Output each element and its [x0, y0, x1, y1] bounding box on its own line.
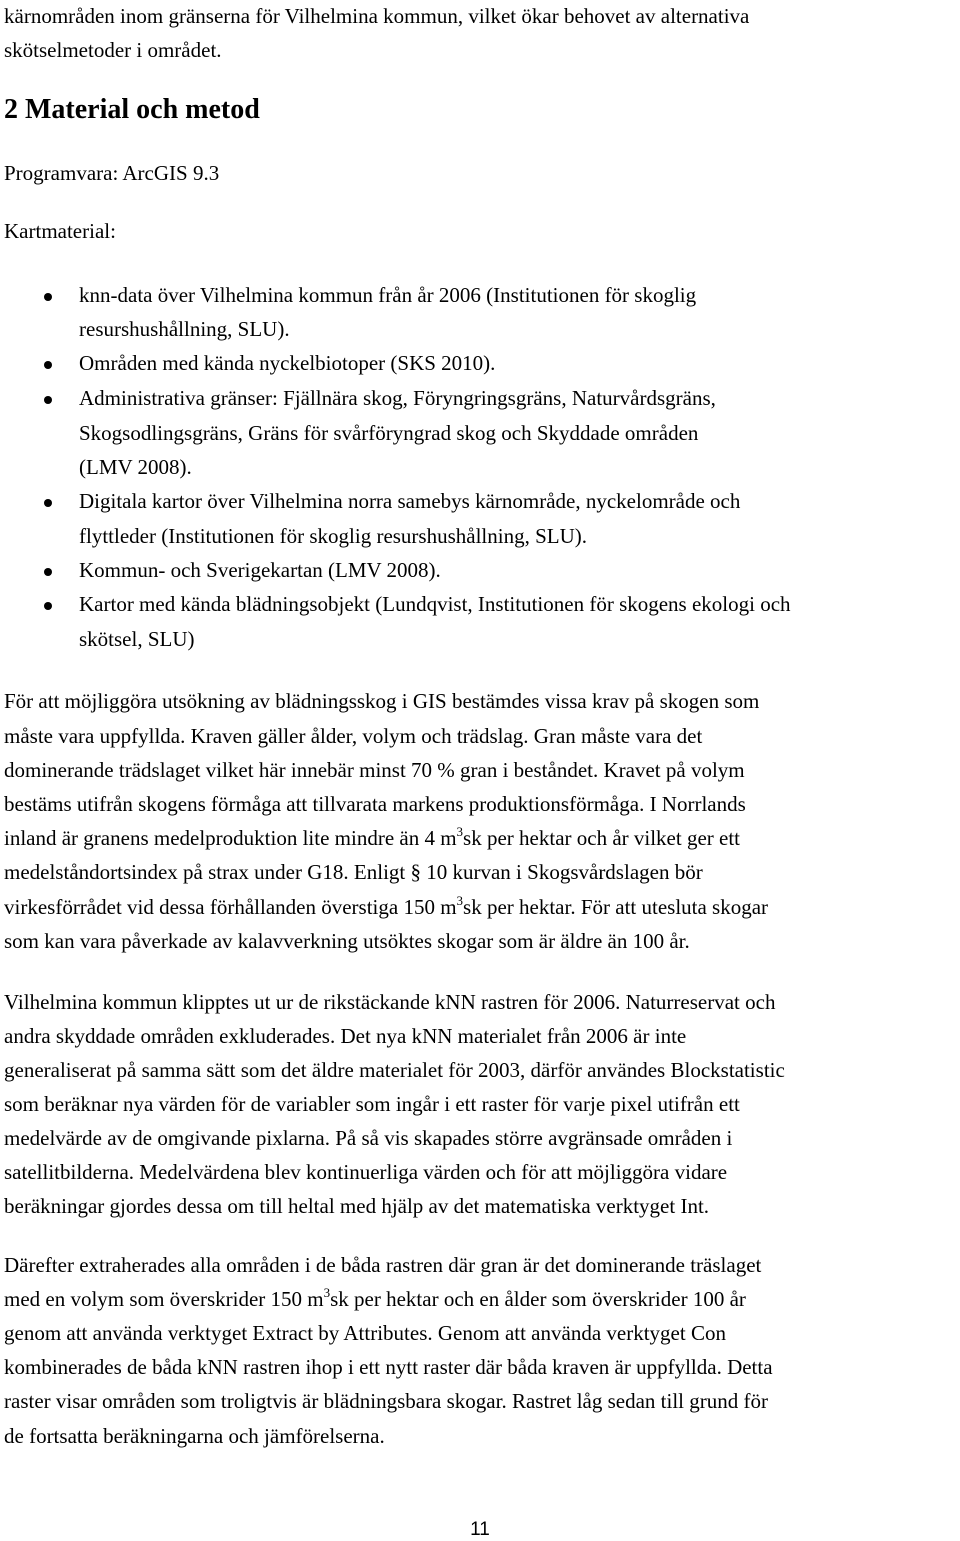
bullet-dot	[44, 293, 52, 301]
paragraph-line: genom att använda verktyget Extract by Attributes. Genom att använda verktyget Con	[4, 1321, 726, 1345]
text-run: inland är granens medelproduktion lite mindre än 4 m	[4, 826, 457, 850]
superscript: 3	[456, 893, 464, 908]
paragraph-line: som beräknar nya värden för de variabler som ingår i ett raster för varje pixel utifrån ett	[4, 1092, 740, 1116]
bullet-dot	[44, 361, 52, 369]
paragraph-line: Därefter extraherades alla områden i de båda rastren där gran är det dominerande träslaget	[4, 1253, 762, 1277]
paragraph-line: som kan vara påverkade av kalavverkning utsöktes skogar som är äldre än 100 år.	[4, 929, 690, 953]
paragraph-line	[4, 824, 741, 850]
intro-line-2: skötselmetoder i området.	[4, 38, 222, 62]
section-heading: 2 Material och metod	[4, 94, 260, 125]
list-item-4-line-1: Digitala kartor över Vilhelmina norra samebys kärnområde, nyckelområde och	[79, 489, 741, 513]
bullet-dot	[44, 602, 52, 610]
text-run: virkesförrådet vid dessa förhållanden överstiga 150 m	[4, 895, 457, 919]
text-run: med en volym som överskrider 150 m	[4, 1287, 324, 1311]
paragraph-line: raster visar områden som troligtvis är blädningsbara skogar. Rastret låg sedan till grund för	[4, 1389, 768, 1413]
bullet-dot	[44, 499, 52, 507]
list-item-5-line-1: Kommun- och Sverigekartan (LMV 2008).	[79, 558, 441, 582]
list-item-6-line-2: skötsel, SLU)	[79, 627, 195, 651]
paragraph-line: andra skyddade områden exkluderades. Det nya kNN materialet från 2006 är inte	[4, 1024, 687, 1048]
bullet-dot	[44, 396, 52, 404]
list-item-2-line-1: Områden med kända nyckelbiotoper (SKS 2010).	[79, 351, 496, 375]
paragraph-line: Vilhelmina kommun klipptes ut ur de rikstäckande kNN rastren för 2006. Naturreservat och	[4, 990, 776, 1014]
list-item-4-line-2: flyttleder (Institutionen för skoglig resurshushållning, SLU).	[79, 524, 588, 548]
intro-line-1: kärnområden inom gränserna för Vilhelmina kommun, vilket ökar behovet av alternativa	[4, 4, 750, 28]
paragraph-line: beräkningar gjordes dessa om till heltal med hjälp av det matematiska verktyget Int.	[4, 1194, 710, 1218]
list-item-6-line-1: Kartor med kända blädningsobjekt (Lundqvist, Institutionen för skogens ekologi och	[79, 592, 791, 616]
software-line: Programvara: ArcGIS 9.3	[4, 161, 220, 185]
paragraph-line: satellitbilderna. Medelvärdena blev kontinuerliga värden och för att möjliggöra vidare	[4, 1160, 728, 1184]
paragraph-line	[4, 893, 769, 919]
list-item-3-line-3: (LMV 2008).	[79, 455, 192, 479]
paragraph-line: kombinerades de båda kNN rastren ihop i ett nytt raster där båda kraven är uppfyllda. Detta	[4, 1355, 773, 1379]
paragraph-line: bestäms utifrån skogens förmåga att tillvarata markens produktionsförmåga. I Norrlands	[4, 792, 746, 816]
list-item-1-line-1: knn-data över Vilhelmina kommun från år 2006 (Institutionen för skoglig	[79, 283, 697, 307]
superscript: 3	[456, 824, 464, 839]
bullet-dot	[44, 568, 52, 576]
superscript: 3	[323, 1285, 331, 1300]
list-item-3-line-1: Administrativa gränser: Fjällnära skog, Föryngringsgräns, Naturvårdsgräns,	[79, 386, 716, 410]
page-number: 11	[470, 1519, 490, 1540]
paragraph-line: medelvärde av de omgivande pixlarna. På så vis skapades större avgränsade områden i	[4, 1126, 733, 1150]
text-run: sk per hektar och år vilket ger ett	[463, 826, 741, 850]
paragraph-line: medelståndortsindex på strax under G18. Enligt § 10 kurvan i Skogsvårdslagen bör	[4, 860, 703, 884]
list-item-3-line-2: Skogsodlingsgräns, Gräns för svårföryngrad skog och Skyddade områden	[79, 421, 699, 445]
map-material-label: Kartmaterial:	[4, 219, 116, 243]
text-run: sk per hektar och en ålder som överskrider 100 år	[330, 1287, 746, 1311]
paragraph-line: måste vara uppfyllda. Kraven gäller ålder, volym och trädslag. Gran måste vara det	[4, 724, 703, 748]
paragraph-line: För att möjliggöra utsökning av blädningsskog i GIS bestämdes vissa krav på skogen som	[4, 689, 760, 713]
paragraph-line: de fortsatta beräkningarna och jämförelserna.	[4, 1424, 385, 1448]
text-run: sk per hektar. För att utesluta skogar	[463, 895, 769, 919]
paragraph-line: generaliserat på samma sätt som det äldre materialet för 2003, därför användes Blockstatistic	[4, 1058, 785, 1082]
paragraph-line: dominerande trädslaget vilket här innebär minst 70 % gran i beståndet. Kravet på volym	[4, 758, 745, 782]
paragraph-line	[4, 1285, 746, 1311]
list-item-1-line-2: resurshushållning, SLU).	[79, 317, 290, 341]
